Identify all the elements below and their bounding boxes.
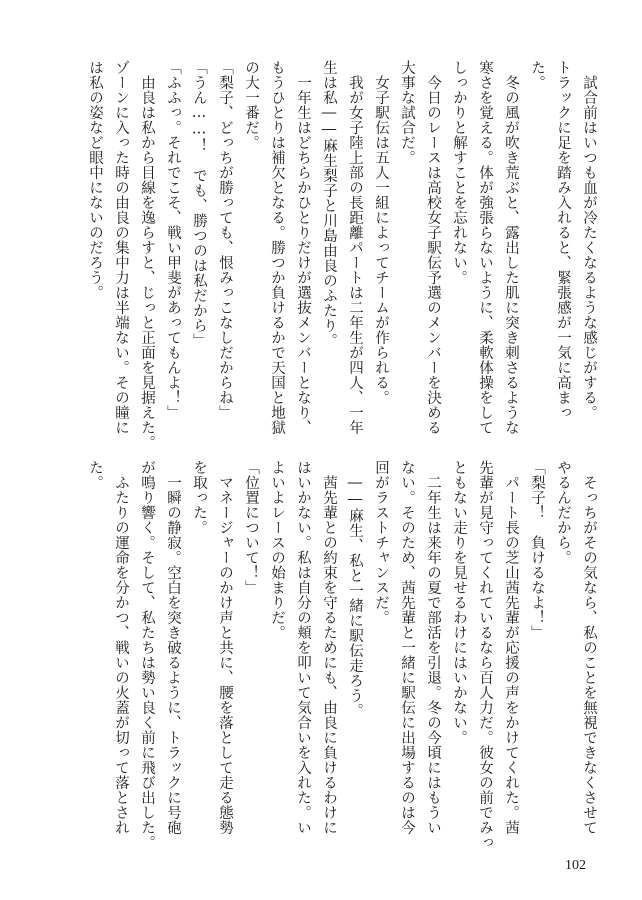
- text-line: 試合前はいつも血が冷たくなるような感じがする。: [581, 60, 597, 420]
- text-line: ゾーンに入った時の由良の集中力は半端ない。その瞳に: [113, 60, 129, 435]
- text-line: 一瞬の静寂。空白を突き破るように、トラックに号砲: [165, 460, 181, 835]
- text-line: 由良は私から目線を逸らすと、じっと正面を見据えた。: [139, 60, 155, 450]
- text-line: 女子駅伝は五人一組によってチームが作られる。: [373, 60, 389, 405]
- text-line: 二年生は来年の夏で部活を引退。冬の今頃にはもうい: [425, 460, 441, 835]
- text-line: 一年生はどちらかひとりだけが選抜メンバーとなり、: [295, 60, 311, 435]
- text-line: が鳴り響く。そして、私たちは勢い良く前に飛び出した。: [139, 460, 155, 850]
- text-line: 「位置について！」: [243, 460, 259, 595]
- bottom-text-block: [87, 460, 602, 850]
- text-line: 我が女子陸上部の長距離パートは二年生が四人、一年: [347, 60, 363, 435]
- text-line: 大事な試合だ。: [399, 60, 415, 165]
- text-line: 「ふふっ。それでこそ、戦い甲斐があってもんよ！」: [165, 60, 181, 420]
- text-line: やるんだから。: [555, 460, 571, 565]
- text-line: しっかりと解すことを忘れない。: [451, 60, 467, 285]
- text-line: 先輩が見守ってくれているなら百人力だ。彼女の前でみっ: [477, 460, 493, 850]
- text-line: 「梨子！ 負けるなよ！」: [529, 460, 545, 640]
- text-line: た。: [529, 60, 545, 90]
- top-text-block: [22, 60, 602, 450]
- text-line: は私の姿など眼中にないのだろう。: [87, 60, 103, 300]
- text-line: の大一番だ。: [243, 60, 259, 150]
- text-line: 茜先輩との約束を守るためにも、由良に負けるわけに: [321, 460, 337, 835]
- text-line: 今日のレースは高校女子駅伝予選のメンバーを決める: [425, 60, 441, 435]
- text-line: 寒さを覚える。体が強張らないように、柔軟体操をして: [477, 60, 493, 435]
- text-line: パート長の芝山茜先輩が応援の声をかけてくれた。茜: [503, 460, 519, 835]
- text-line: ふたりの運命を分かつ、戦いの火蓋が切って落とされ: [113, 460, 129, 835]
- text-line: 生は私――麻生梨子と川島由良のふたり。: [321, 60, 337, 348]
- text-line: 冬の風が吹き荒ぶと、露出した肌に突き刺さるような: [503, 60, 519, 435]
- text-line: を取った。: [191, 460, 207, 535]
- text-line: マネージャーのかけ声と共に、腰を落として走る態勢: [217, 460, 233, 835]
- text-line: ない。そのため、茜先輩と一緒に駅伝に出場するのは今: [399, 460, 415, 835]
- text-line: た。: [87, 460, 103, 490]
- text-line: はいかない。私は自分の頬を叩いて気合いを入れた。い: [295, 460, 311, 835]
- text-line: ――麻生、私と一緒に駅伝走ろう。: [347, 460, 363, 718]
- text-line: そっちがその気なら、私のことを無視できなくさせて: [581, 460, 597, 835]
- text-line: もうひとりは補欠となる。勝つか負けるかで天国と地獄: [269, 60, 285, 435]
- text-line: 回がラストチャンスだ。: [373, 460, 389, 625]
- text-line: よいよレースの始まりだ。: [269, 460, 285, 640]
- text-line: ともない走りを見せるわけにはいかない。: [451, 460, 467, 745]
- page-number: 102: [565, 858, 586, 873]
- text-line: 「うん……！ でも、勝つのは私だから」: [191, 60, 207, 348]
- text-line: トラックに足を踏み入れると、緊張感が一気に高まっ: [555, 60, 571, 420]
- text-line: 「梨子、どっちが勝っても、恨みっこなしだからね」: [217, 60, 233, 420]
